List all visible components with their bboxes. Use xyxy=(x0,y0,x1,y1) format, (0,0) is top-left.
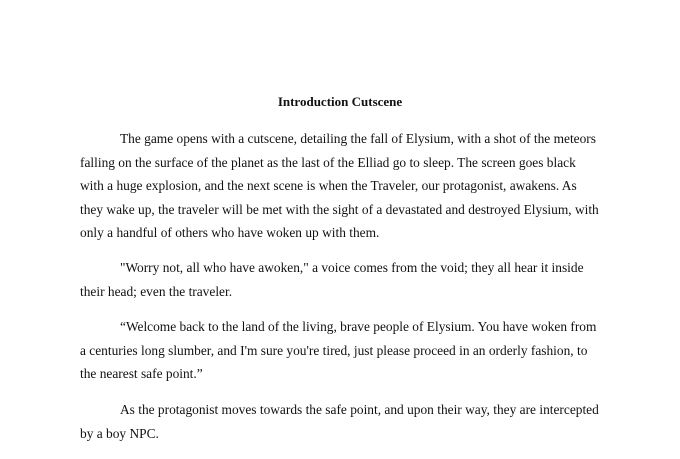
paragraph-opening-cutscene xyxy=(80,127,610,245)
paragraph-line: falling on the surface of the planet as the last of the Elliad go to sleep. The screen goes black xyxy=(80,154,576,170)
paragraph-line: "Worry not, all who have awoken," a voice comes from the void; they all hear it inside xyxy=(120,260,584,275)
paragraph-line: they wake up, the traveler will be met with the sight of a devastated and destroyed Elysium, with xyxy=(80,201,599,217)
paragraph-line: only a handful of others who have woken up with them. xyxy=(80,225,380,240)
paragraph-line: by a boy NPC. xyxy=(80,425,159,441)
paragraph-line: The game opens with a cutscene, detailing the fall of Elysium, with a shot of the meteors xyxy=(120,131,596,146)
paragraph-line: their head; even the traveler. xyxy=(80,283,233,299)
paragraph-line: the nearest safe point.” xyxy=(80,366,203,381)
paragraph-line: a centuries long slumber, and I'm sure you're tired, just please proceed in an orderly fashion, to xyxy=(80,342,588,358)
paragraph-welcome-message xyxy=(80,315,610,386)
paragraph-line: with a huge explosion, and the next scene is when the Traveler, our protagonist, awakens. As xyxy=(80,178,577,193)
paragraph-line: As the protagonist moves towards the safe point, and upon their way, they are intercepted xyxy=(120,402,599,417)
document-title: Introduction Cutscene xyxy=(277,94,403,109)
paragraph-voice-from-void xyxy=(80,256,610,303)
paragraph-boy-npc xyxy=(80,398,610,445)
paragraph-line: “Welcome back to the land of the living, brave people of Elysium. You have woken from xyxy=(120,319,597,334)
